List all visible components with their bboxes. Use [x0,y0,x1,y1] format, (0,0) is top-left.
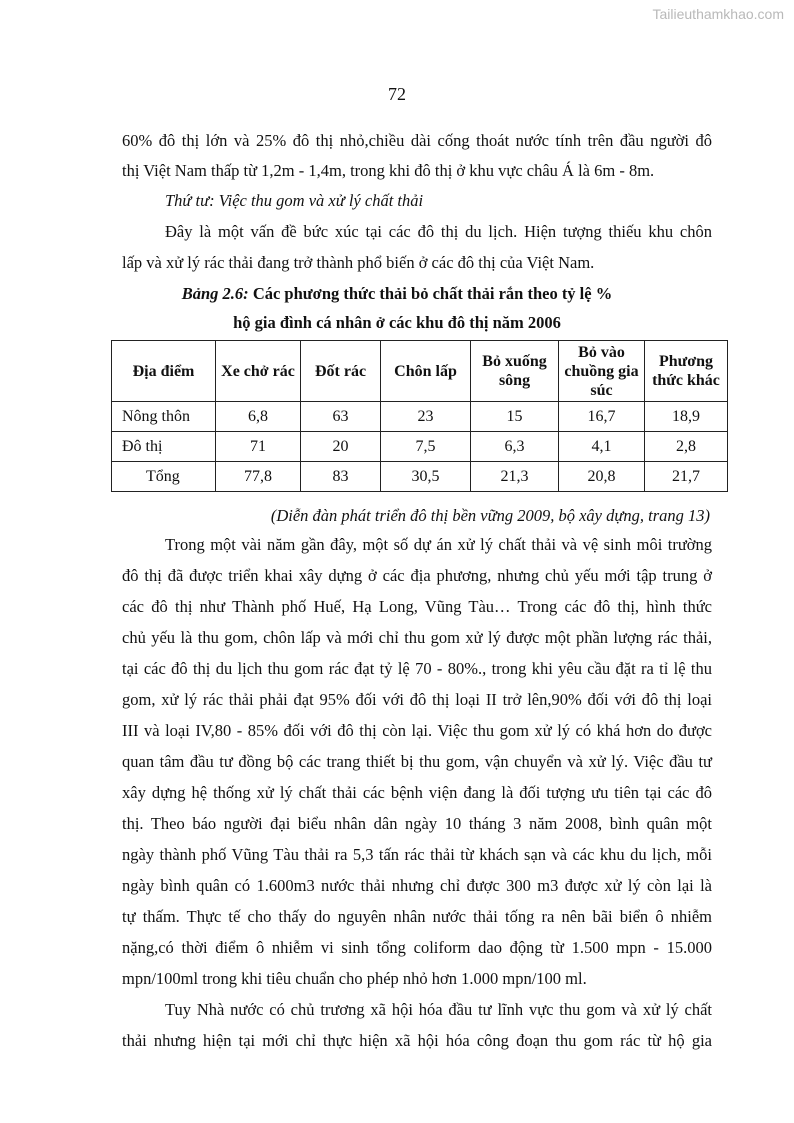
body-line: 60% đô thị lớn và 25% đô thị nhỏ,chiều dài cống thoát nước tính trên đầu người đô [122,131,712,150]
table-cell: 6,3 [471,432,559,462]
table-source: (Diễn đàn phát triển đô thị bền vững 2009, bộ xây dựng, trang 13) [270,506,710,525]
table-caption-text: Các phương thức thải bỏ chất thải rắn theo tỷ lệ % [248,284,613,303]
body-line: gom, xử lý rác thải phải đạt 95% đối với đô thị loại II trở lên,90% đối với đô thị loại [122,690,712,709]
table-cell: 20 [301,432,381,462]
waste-disposal-table [111,340,728,492]
body-line: Tuy Nhà nước có chủ trương xã hội hóa đầu tư lĩnh vực thu gom và xử lý chất [165,1000,712,1019]
header-cell: Đốt rác [301,341,381,402]
table-cell: Tổng [112,462,216,492]
body-line: quan tâm đầu tư đồng bộ các trang thiết bị thu gom, vận chuyển và xử lý. Việc đầu tư [122,752,712,771]
body-line: ngày bình quân có 1.600m3 nước thải nhưng chỉ được 300 m3 được xử lý còn lại là [122,876,712,895]
body-line: tại các đô thị du lịch thu gom rác đạt tỷ lệ 70 - 80%., trong khi yêu cầu đặt ra tỉ lệ thu [122,659,712,678]
table-row [112,402,728,432]
header-cell: Địa điểm [112,341,216,402]
header-cell: Bỏ xuống sông [471,341,559,402]
body-line: ngày thành phố Vũng Tàu thải ra 5,3 tấn rác thải từ khách sạn và các khu du lịch, mỗi [122,845,712,864]
table-cell: 21,3 [471,462,559,492]
table-cell: 7,5 [381,432,471,462]
table-cell: 15 [471,402,559,432]
table-header-row [112,341,728,402]
table-cell: Nông thôn [112,402,216,432]
table-cell: 18,9 [645,402,728,432]
body-line: III và loại IV,80 - 85% đối với đô thị còn lại. Việc thu gom xử lý có khá hơn do được [122,721,712,740]
table-cell: 83 [301,462,381,492]
section-heading: Thứ tư: Việc thu gom và xử lý chất thải [165,191,424,210]
table-cell: 71 [216,432,301,462]
body-line: Đây là một vấn đề bức xúc tại các đô thị du lịch. Hiện tượng thiếu khu chôn [165,222,712,241]
body-line: thị Việt Nam thấp từ 1,2m - 1,4m, trong khi đô thị ở khu vực châu Á là 6m - 8m. [122,161,655,180]
table-caption-label: Bảng 2.6: [181,284,249,303]
body-line: Trong một vài năm gần đây, một số dự án xử lý chất thải và vệ sinh môi trường [165,535,712,554]
header-cell: Bỏ vào chuồng gia súc [559,341,645,402]
table-cell: 16,7 [559,402,645,432]
table-row [112,432,728,462]
watermark: Tailieuthamkhao.com [652,6,784,22]
table-row [112,462,728,492]
page-number: 72 [388,84,406,104]
header-cell: Phương thức khác [645,341,728,402]
body-line: đô thị đã được triển khai xây dựng ở các địa phương, nhưng chủ yếu mới tập trung ở [122,566,712,585]
table-cell: Đô thị [112,432,216,462]
table-cell: 2,8 [645,432,728,462]
body-line: các đô thị như Thành phố Huế, Hạ Long, Vũng Tàu… Trong các đô thị, hình thức [122,597,712,616]
body-line: thị. Theo báo người đại biểu nhân dân ngày 10 tháng 3 năm 2008, bình quân một [122,814,712,833]
header-cell: Xe chở rác [216,341,301,402]
body-line: tự thấm. Thực tế cho thấy do nguyên nhân nước thải tống ra nên bãi biển ô nhiễm [122,907,712,926]
body-line: thải nhưng hiện tại mới chỉ thực hiện xã hội hóa công đoạn thu gom rác từ hộ gia [122,1031,712,1050]
table-caption [0,284,794,304]
header-cell: Chôn lấp [381,341,471,402]
body-line: mpn/100ml trong khi tiêu chuẩn cho phép nhỏ hơn 1.000 mpn/100 ml. [122,969,587,988]
table-cell: 4,1 [559,432,645,462]
body-line: nặng,có thời điểm ô nhiễm vi sinh tổng coliform dao động từ 1.500 mpn - 15.000 [122,938,712,957]
table-cell: 30,5 [381,462,471,492]
body-line: chủ yếu là thu gom, chôn lấp và mới chỉ thu gom xử lý được một phần lượng rác thải, [122,628,712,647]
table-caption-line2: hộ gia đình cá nhân ở các khu đô thị năm 2006 [233,313,561,332]
table-cell: 77,8 [216,462,301,492]
table-cell: 21,7 [645,462,728,492]
table-cell: 63 [301,402,381,432]
table-cell: 23 [381,402,471,432]
table-cell: 6,8 [216,402,301,432]
body-line: lấp và xử lý rác thải đang trở thành phổ biến ở các đô thị của Việt Nam. [122,253,595,272]
table-cell: 20,8 [559,462,645,492]
body-line: xây dựng hệ thống xử lý chất thải các bệnh viện đang là đối tượng ưu tiên tại các đô [122,783,712,802]
